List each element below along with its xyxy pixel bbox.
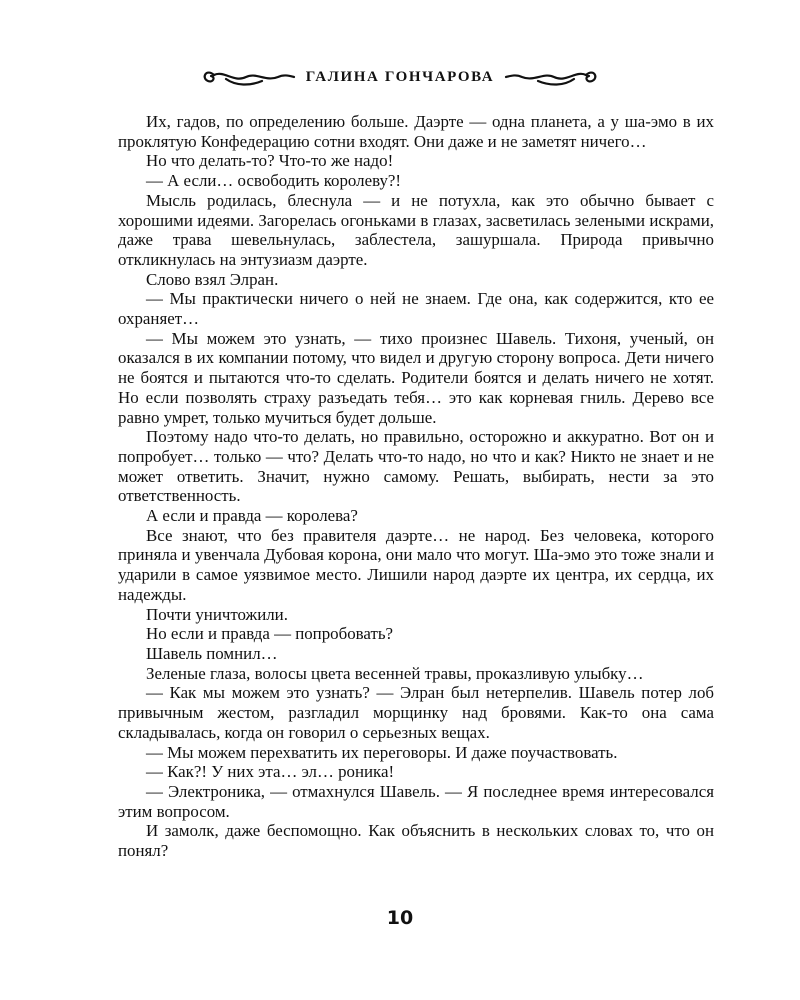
paragraph: Шавель помнил… — [146, 643, 278, 663]
page-number: 10 — [386, 907, 414, 929]
scroll-flourish-icon — [504, 66, 600, 88]
page-header — [0, 62, 800, 92]
paragraph: — Как мы можем это узнать? — Элран был нетерпелив. Шавель потер лоб привычным жестом, разгладил морщинку над бровями. Как-то она сама складывалась, когда он говорил о серьезных вещах. — [118, 683, 714, 742]
paragraph: Зеленые глаза, волосы цвета весенней травы, проказливую улыбку… — [146, 663, 644, 683]
paragraph: — Мы можем это узнать, — тихо произнес Шавель. Тихоня, ученый, он оказался в их компании потому, что видел и другую сторону вопроса. Дети ничего не боятся и пытаются что-то сделать. Родители боятся и делать ничего не хотят. Но если позволять страху разъедать тебя… это как корневая гниль. Дерево все равно умрет, только мучиться будет дольше. — [118, 328, 714, 427]
paragraph: — Как?! У них эта… эл… роника! — [146, 762, 395, 782]
paragraph: Почти уничтожили. — [146, 604, 288, 624]
paragraph: Все знают, что без правителя даэрте… не народ. Без человека, которого приняла и увенчала Дубовая корона, они мало что могут. Ша-эмо это тоже знали и ударили в самое уязвимое место. Лишили народ даэрте их центра, их сердца, их надежды. — [118, 525, 714, 604]
paragraph: — Мы практически ничего о ней не знаем. Где она, как содержится, кто ее охраняет… — [118, 289, 714, 329]
paragraph: — А если… освободить королеву?! — [146, 171, 402, 191]
paragraph: — Мы можем перехватить их переговоры. И даже поучаствовать. — [146, 742, 618, 762]
paragraph: Но если и правда — попробовать? — [146, 624, 394, 644]
paragraph: И замолк, даже беспомощно. Как объяснить в нескольких словах то, что он понял? — [118, 821, 714, 861]
scroll-flourish-icon — [200, 66, 296, 88]
paragraph: Слово взял Элран. — [146, 269, 279, 289]
paragraph: А если и правда — королева? — [146, 506, 358, 526]
paragraph: Мысль родилась, блеснула — и не потухла, как это обычно бывает с хорошими идеями. Загорелась огоньками в глазах, засветилась зелеными искрами, даже трава шевельнулась, заблестела, зашуршала. Природа привычно откликнулась на энтузиазм даэрте. — [118, 190, 714, 269]
paragraph: — Электроника, — отмахнулся Шавель. — Я последнее время интересовался этим вопросом. — [118, 781, 714, 821]
body-text — [118, 112, 714, 861]
running-head: ГАЛИНА ГОНЧАРОВА — [305, 68, 495, 85]
paragraph: Но что делать-то? Что-то же надо! — [146, 151, 394, 171]
paragraph: Их, гадов, по определению больше. Даэрте — одна планета, а у ша-эмо в их проклятую Конфедерацию сотни входят. Они даже и не заметят ничего… — [118, 112, 714, 151]
paragraph: Поэтому надо что-то делать, но правильно, осторожно и аккуратно. Вот он и попробует… только — что? Делать что-то надо, но что и как? Никто не знает и не может ответить. Значит, нужно самому. Решать, выбирать, нести за это ответственность. — [118, 427, 714, 506]
